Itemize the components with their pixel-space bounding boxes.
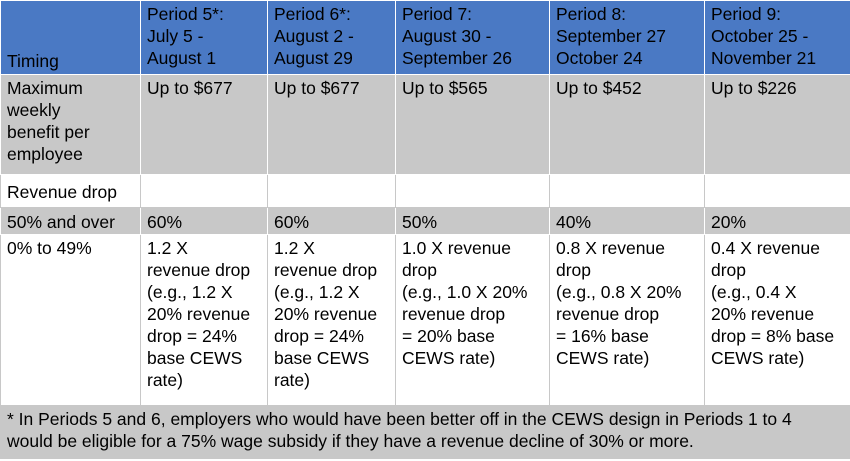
period-dates-end: August 29 (274, 48, 353, 68)
rate-period-9: 20% (705, 208, 850, 235)
period-dates-end: August 1 (147, 48, 217, 68)
revenue-drop-label: Revenue drop (1, 175, 141, 208)
text-line: (e.g., 1.2 X (274, 282, 360, 302)
max-benefit-period-6: Up to $677 (268, 75, 396, 175)
text-line: (e.g., 1.0 X 20% (402, 282, 528, 302)
text-line: 1.2 X (274, 238, 315, 258)
period-9-header (705, 1, 850, 75)
rate-period-5: 60% (141, 208, 268, 235)
period-name: Period 8: (556, 4, 627, 24)
text-line: (e.g., 0.8 X 20% (556, 282, 682, 302)
text-line: drop (556, 260, 592, 280)
label-line: weekly (7, 100, 61, 120)
max-benefit-period-8: Up to $452 (550, 75, 705, 175)
fifty-and-over-label: 50% and over (1, 208, 141, 235)
formula-period-6 (268, 235, 396, 406)
period-name: Period 7: (402, 4, 473, 24)
empty-cell (141, 175, 268, 208)
formula-period-8 (550, 235, 705, 406)
period-name: Period 5*: (147, 4, 224, 24)
text-line: CEWS rate) (711, 348, 805, 368)
text-line: CEWS rate) (556, 348, 650, 368)
text-line: drop (711, 260, 747, 280)
formula-period-7 (396, 235, 550, 406)
text-line: (e.g., 0.4 X (711, 282, 797, 302)
text-line: 0.4 X revenue (711, 238, 820, 258)
empty-cell (396, 175, 550, 208)
header-row (1, 1, 850, 75)
period-name: Period 9: (711, 4, 782, 24)
empty-cell (550, 175, 705, 208)
footnote (1, 406, 850, 459)
text-line: revenue drop (274, 260, 378, 280)
formula-period-5 (141, 235, 268, 406)
text-line: 1.0 X revenue (402, 238, 511, 258)
period-7-header (396, 1, 550, 75)
period-dates-start: July 5 - (147, 26, 204, 46)
period-dates-end: September 26 (402, 48, 512, 68)
text-line: revenue drop (402, 304, 506, 324)
max-benefit-period-7: Up to $565 (396, 75, 550, 175)
period-dates-start: October 25 - (711, 26, 809, 46)
label-line: benefit per (7, 122, 90, 142)
text-line: drop = 24% (274, 326, 364, 346)
period-6-header (268, 1, 396, 75)
text-line: 0.8 X revenue (556, 238, 665, 258)
period-dates-start: September 27 (556, 26, 666, 46)
text-line: 20% revenue (711, 304, 815, 324)
text-line: drop = 8% base (711, 326, 835, 346)
rate-period-6: 60% (268, 208, 396, 235)
footnote-row (1, 406, 850, 459)
rate-period-7: 50% (396, 208, 550, 235)
footnote-line: * In Periods 5 and 6, employers who would have been better off in the CEWS design in Periods 1 to 4 (7, 409, 792, 429)
period-dates-start: August 2 - (274, 26, 354, 46)
max-benefit-period-9: Up to $226 (705, 75, 850, 175)
revenue-drop-row (1, 175, 850, 208)
label-line: employee (7, 144, 83, 164)
period-dates-end: October 24 (556, 48, 643, 68)
text-line: drop = 24% (147, 326, 237, 346)
period-dates-start: August 30 - (402, 26, 492, 46)
max-benefit-label (1, 75, 141, 175)
text-line: rate) (147, 370, 183, 390)
text-line: CEWS rate) (402, 348, 496, 368)
period-dates-end: November 21 (711, 48, 817, 68)
text-line: = 20% base (402, 326, 495, 346)
max-benefit-row (1, 75, 850, 175)
period-8-header (550, 1, 705, 75)
text-line: revenue drop (147, 260, 251, 280)
zero-to-49-label: 0% to 49% (1, 235, 141, 406)
text-line: base CEWS (274, 348, 370, 368)
rate-period-8: 40% (550, 208, 705, 235)
text-line: drop (402, 260, 438, 280)
period-name: Period 6*: (274, 4, 351, 24)
timing-header: Timing (1, 1, 141, 75)
footnote-line: would be eligible for a 75% wage subsidy if they have a revenue decline of 30% or more. (7, 431, 694, 451)
text-line: 20% revenue (274, 304, 378, 324)
formula-period-9 (705, 235, 850, 406)
text-line: base CEWS (147, 348, 243, 368)
period-5-header (141, 1, 268, 75)
text-line: rate) (274, 370, 310, 390)
fifty-and-over-row (1, 208, 850, 235)
text-line: revenue drop (556, 304, 660, 324)
label-line: Maximum (7, 78, 83, 98)
text-line: 20% revenue (147, 304, 251, 324)
zero-to-49-row (1, 235, 850, 406)
empty-cell (268, 175, 396, 208)
max-benefit-period-5: Up to $677 (141, 75, 268, 175)
text-line: (e.g., 1.2 X (147, 282, 233, 302)
text-line: 1.2 X (147, 238, 188, 258)
empty-cell (705, 175, 850, 208)
text-line: = 16% base (556, 326, 649, 346)
